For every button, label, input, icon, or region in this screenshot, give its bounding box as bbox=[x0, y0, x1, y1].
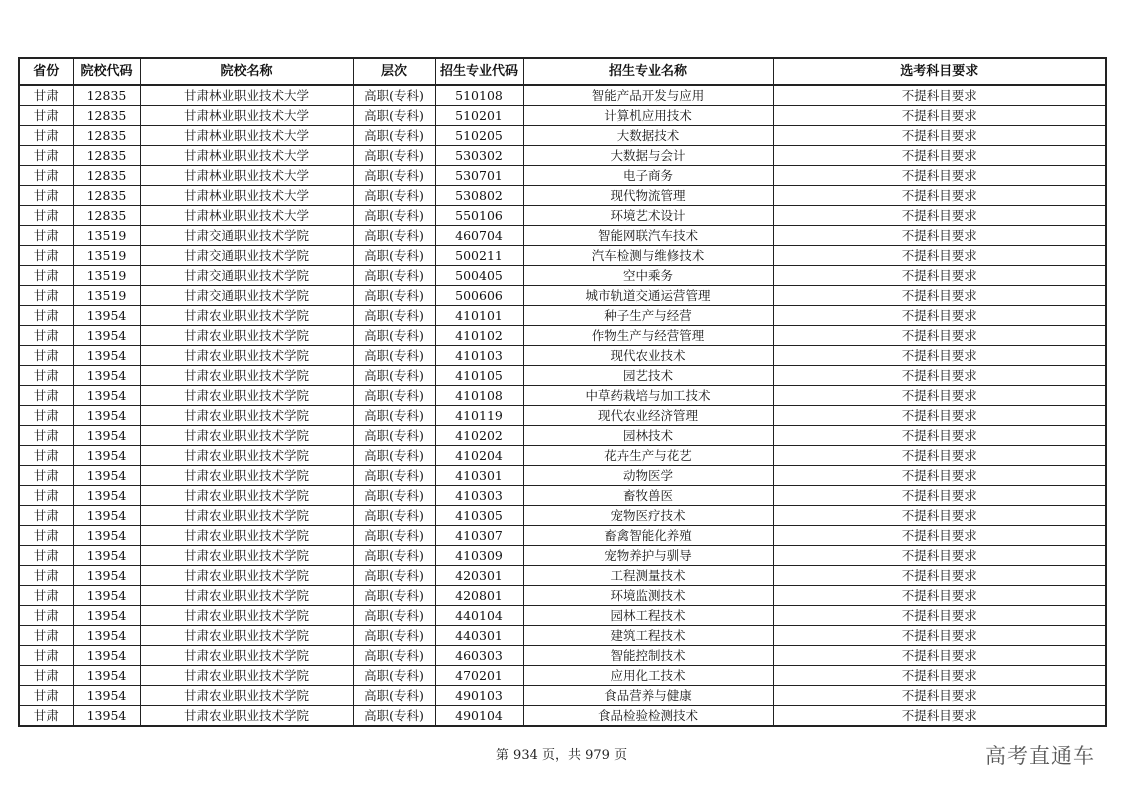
cell-level: 高职(专科) bbox=[353, 126, 435, 146]
cell-major-name: 花卉生产与花艺 bbox=[523, 446, 773, 466]
cell-subject-requirement: 不提科目要求 bbox=[773, 266, 1106, 286]
cell-school-name: 甘肃农业职业技术学院 bbox=[140, 686, 353, 706]
cell-major-code: 550106 bbox=[435, 206, 523, 226]
cell-school-name: 甘肃交通职业技术学院 bbox=[140, 266, 353, 286]
cell-major-name: 智能网联汽车技术 bbox=[523, 226, 773, 246]
header-school-name: 院校名称 bbox=[140, 58, 353, 85]
table-row bbox=[19, 606, 1106, 626]
cell-province: 甘肃 bbox=[19, 85, 73, 106]
cell-school-code: 13954 bbox=[73, 326, 140, 346]
cell-school-code: 13519 bbox=[73, 286, 140, 306]
table-row bbox=[19, 126, 1106, 146]
cell-level: 高职(专科) bbox=[353, 486, 435, 506]
cell-major-name: 电子商务 bbox=[523, 166, 773, 186]
cell-major-name: 食品检验检测技术 bbox=[523, 706, 773, 727]
cell-province: 甘肃 bbox=[19, 666, 73, 686]
cell-school-code: 13954 bbox=[73, 546, 140, 566]
cell-major-name: 园林工程技术 bbox=[523, 606, 773, 626]
cell-subject-requirement: 不提科目要求 bbox=[773, 166, 1106, 186]
header-school-code: 院校代码 bbox=[73, 58, 140, 85]
cell-major-code: 530701 bbox=[435, 166, 523, 186]
cell-level: 高职(专科) bbox=[353, 85, 435, 106]
cell-major-code: 410204 bbox=[435, 446, 523, 466]
cell-major-name: 动物医学 bbox=[523, 466, 773, 486]
cell-school-code: 13954 bbox=[73, 666, 140, 686]
cell-school-name: 甘肃林业职业技术大学 bbox=[140, 166, 353, 186]
cell-major-name: 环境艺术设计 bbox=[523, 206, 773, 226]
cell-subject-requirement: 不提科目要求 bbox=[773, 106, 1106, 126]
watermark-text: 高考直通车 bbox=[985, 744, 1095, 768]
cell-level: 高职(专科) bbox=[353, 446, 435, 466]
cell-level: 高职(专科) bbox=[353, 146, 435, 166]
cell-major-code: 410102 bbox=[435, 326, 523, 346]
table-row bbox=[19, 306, 1106, 326]
cell-school-code: 13954 bbox=[73, 466, 140, 486]
cell-school-code: 13954 bbox=[73, 446, 140, 466]
cell-school-code: 13954 bbox=[73, 406, 140, 426]
cell-school-code: 13954 bbox=[73, 566, 140, 586]
table-row bbox=[19, 226, 1106, 246]
table-header-row bbox=[19, 58, 1106, 85]
cell-subject-requirement: 不提科目要求 bbox=[773, 586, 1106, 606]
cell-subject-requirement: 不提科目要求 bbox=[773, 366, 1106, 386]
table-row bbox=[19, 426, 1106, 446]
table-row bbox=[19, 626, 1106, 646]
cell-province: 甘肃 bbox=[19, 426, 73, 446]
header-subject-requirement: 选考科目要求 bbox=[773, 58, 1106, 85]
cell-school-name: 甘肃农业职业技术学院 bbox=[140, 586, 353, 606]
cell-subject-requirement: 不提科目要求 bbox=[773, 626, 1106, 646]
cell-level: 高职(专科) bbox=[353, 466, 435, 486]
cell-school-name: 甘肃农业职业技术学院 bbox=[140, 566, 353, 586]
cell-major-code: 410101 bbox=[435, 306, 523, 326]
cell-level: 高职(专科) bbox=[353, 266, 435, 286]
cell-major-code: 410105 bbox=[435, 366, 523, 386]
cell-major-code: 530802 bbox=[435, 186, 523, 206]
cell-school-name: 甘肃农业职业技术学院 bbox=[140, 326, 353, 346]
cell-province: 甘肃 bbox=[19, 366, 73, 386]
cell-major-code: 420301 bbox=[435, 566, 523, 586]
cell-school-name: 甘肃农业职业技术学院 bbox=[140, 386, 353, 406]
cell-school-code: 12835 bbox=[73, 206, 140, 226]
cell-major-name: 中草药栽培与加工技术 bbox=[523, 386, 773, 406]
cell-major-name: 智能产品开发与应用 bbox=[523, 85, 773, 106]
cell-level: 高职(专科) bbox=[353, 166, 435, 186]
cell-major-name: 园林技术 bbox=[523, 426, 773, 446]
table-row bbox=[19, 686, 1106, 706]
cell-school-code: 13954 bbox=[73, 306, 140, 326]
cell-major-name: 作物生产与经营管理 bbox=[523, 326, 773, 346]
cell-school-name: 甘肃农业职业技术学院 bbox=[140, 526, 353, 546]
cell-school-name: 甘肃林业职业技术大学 bbox=[140, 206, 353, 226]
cell-level: 高职(专科) bbox=[353, 406, 435, 426]
cell-level: 高职(专科) bbox=[353, 286, 435, 306]
cell-province: 甘肃 bbox=[19, 126, 73, 146]
cell-major-code: 490103 bbox=[435, 686, 523, 706]
cell-school-name: 甘肃林业职业技术大学 bbox=[140, 186, 353, 206]
cell-level: 高职(专科) bbox=[353, 246, 435, 266]
cell-province: 甘肃 bbox=[19, 686, 73, 706]
cell-province: 甘肃 bbox=[19, 486, 73, 506]
cell-subject-requirement: 不提科目要求 bbox=[773, 466, 1106, 486]
cell-school-code: 13519 bbox=[73, 226, 140, 246]
cell-subject-requirement: 不提科目要求 bbox=[773, 706, 1106, 727]
table-row bbox=[19, 486, 1106, 506]
cell-school-code: 13954 bbox=[73, 346, 140, 366]
cell-level: 高职(专科) bbox=[353, 506, 435, 526]
cell-level: 高职(专科) bbox=[353, 546, 435, 566]
cell-subject-requirement: 不提科目要求 bbox=[773, 206, 1106, 226]
cell-school-name: 甘肃农业职业技术学院 bbox=[140, 666, 353, 686]
cell-major-name: 现代物流管理 bbox=[523, 186, 773, 206]
cell-major-code: 410301 bbox=[435, 466, 523, 486]
cell-major-code: 530302 bbox=[435, 146, 523, 166]
cell-school-code: 12835 bbox=[73, 186, 140, 206]
table-row bbox=[19, 646, 1106, 666]
cell-subject-requirement: 不提科目要求 bbox=[773, 386, 1106, 406]
table-row bbox=[19, 186, 1106, 206]
cell-school-name: 甘肃农业职业技术学院 bbox=[140, 606, 353, 626]
cell-school-code: 13954 bbox=[73, 646, 140, 666]
cell-school-code: 13519 bbox=[73, 246, 140, 266]
cell-province: 甘肃 bbox=[19, 386, 73, 406]
cell-major-name: 食品营养与健康 bbox=[523, 686, 773, 706]
cell-school-code: 13954 bbox=[73, 486, 140, 506]
cell-subject-requirement: 不提科目要求 bbox=[773, 566, 1106, 586]
cell-province: 甘肃 bbox=[19, 186, 73, 206]
cell-subject-requirement: 不提科目要求 bbox=[773, 606, 1106, 626]
table-row bbox=[19, 85, 1106, 106]
cell-school-name: 甘肃农业职业技术学院 bbox=[140, 446, 353, 466]
table-row bbox=[19, 506, 1106, 526]
cell-major-name: 智能控制技术 bbox=[523, 646, 773, 666]
cell-school-name: 甘肃农业职业技术学院 bbox=[140, 546, 353, 566]
table-row bbox=[19, 166, 1106, 186]
cell-level: 高职(专科) bbox=[353, 566, 435, 586]
cell-subject-requirement: 不提科目要求 bbox=[773, 326, 1106, 346]
cell-school-name: 甘肃农业职业技术学院 bbox=[140, 346, 353, 366]
cell-level: 高职(专科) bbox=[353, 346, 435, 366]
cell-level: 高职(专科) bbox=[353, 666, 435, 686]
cell-subject-requirement: 不提科目要求 bbox=[773, 666, 1106, 686]
table-row bbox=[19, 706, 1106, 727]
cell-school-code: 13954 bbox=[73, 706, 140, 727]
cell-major-name: 畜牧兽医 bbox=[523, 486, 773, 506]
cell-level: 高职(专科) bbox=[353, 366, 435, 386]
cell-major-code: 500405 bbox=[435, 266, 523, 286]
table-row bbox=[19, 326, 1106, 346]
cell-school-name: 甘肃农业职业技术学院 bbox=[140, 426, 353, 446]
enrollment-table bbox=[18, 57, 1107, 727]
cell-major-code: 500606 bbox=[435, 286, 523, 306]
cell-province: 甘肃 bbox=[19, 226, 73, 246]
table-row bbox=[19, 366, 1106, 386]
cell-subject-requirement: 不提科目要求 bbox=[773, 306, 1106, 326]
table-row bbox=[19, 546, 1106, 566]
cell-level: 高职(专科) bbox=[353, 646, 435, 666]
cell-province: 甘肃 bbox=[19, 546, 73, 566]
cell-major-code: 410103 bbox=[435, 346, 523, 366]
cell-school-code: 13519 bbox=[73, 266, 140, 286]
cell-school-code: 13954 bbox=[73, 386, 140, 406]
cell-major-code: 410305 bbox=[435, 506, 523, 526]
cell-major-code: 410307 bbox=[435, 526, 523, 546]
cell-school-name: 甘肃林业职业技术大学 bbox=[140, 106, 353, 126]
cell-school-code: 12835 bbox=[73, 166, 140, 186]
cell-major-code: 460303 bbox=[435, 646, 523, 666]
cell-province: 甘肃 bbox=[19, 566, 73, 586]
cell-province: 甘肃 bbox=[19, 466, 73, 486]
cell-province: 甘肃 bbox=[19, 506, 73, 526]
cell-subject-requirement: 不提科目要求 bbox=[773, 186, 1106, 206]
cell-school-name: 甘肃林业职业技术大学 bbox=[140, 146, 353, 166]
cell-major-name: 种子生产与经营 bbox=[523, 306, 773, 326]
cell-province: 甘肃 bbox=[19, 646, 73, 666]
cell-province: 甘肃 bbox=[19, 626, 73, 646]
cell-subject-requirement: 不提科目要求 bbox=[773, 446, 1106, 466]
cell-level: 高职(专科) bbox=[353, 106, 435, 126]
cell-school-code: 13954 bbox=[73, 586, 140, 606]
table-row bbox=[19, 566, 1106, 586]
cell-school-code: 13954 bbox=[73, 606, 140, 626]
cell-school-code: 12835 bbox=[73, 146, 140, 166]
cell-major-name: 宠物养护与驯导 bbox=[523, 546, 773, 566]
cell-subject-requirement: 不提科目要求 bbox=[773, 126, 1106, 146]
cell-subject-requirement: 不提科目要求 bbox=[773, 686, 1106, 706]
cell-school-name: 甘肃林业职业技术大学 bbox=[140, 85, 353, 106]
table-row bbox=[19, 446, 1106, 466]
cell-major-name: 园艺技术 bbox=[523, 366, 773, 386]
table-row bbox=[19, 206, 1106, 226]
cell-school-name: 甘肃农业职业技术学院 bbox=[140, 466, 353, 486]
cell-major-name: 城市轨道交通运营管理 bbox=[523, 286, 773, 306]
table-row bbox=[19, 526, 1106, 546]
cell-major-code: 470201 bbox=[435, 666, 523, 686]
cell-school-name: 甘肃农业职业技术学院 bbox=[140, 646, 353, 666]
table-body bbox=[19, 85, 1106, 726]
cell-major-name: 现代农业经济管理 bbox=[523, 406, 773, 426]
cell-subject-requirement: 不提科目要求 bbox=[773, 426, 1106, 446]
cell-province: 甘肃 bbox=[19, 206, 73, 226]
cell-major-name: 环境监测技术 bbox=[523, 586, 773, 606]
cell-level: 高职(专科) bbox=[353, 686, 435, 706]
cell-level: 高职(专科) bbox=[353, 426, 435, 446]
cell-school-code: 13954 bbox=[73, 426, 140, 446]
cell-major-name: 应用化工技术 bbox=[523, 666, 773, 686]
cell-subject-requirement: 不提科目要求 bbox=[773, 85, 1106, 106]
cell-level: 高职(专科) bbox=[353, 526, 435, 546]
cell-level: 高职(专科) bbox=[353, 326, 435, 346]
cell-major-code: 410108 bbox=[435, 386, 523, 406]
cell-school-name: 甘肃农业职业技术学院 bbox=[140, 506, 353, 526]
cell-province: 甘肃 bbox=[19, 346, 73, 366]
cell-level: 高职(专科) bbox=[353, 206, 435, 226]
cell-school-name: 甘肃交通职业技术学院 bbox=[140, 286, 353, 306]
cell-school-name: 甘肃农业职业技术学院 bbox=[140, 406, 353, 426]
cell-subject-requirement: 不提科目要求 bbox=[773, 486, 1106, 506]
cell-major-code: 440104 bbox=[435, 606, 523, 626]
cell-school-name: 甘肃农业职业技术学院 bbox=[140, 306, 353, 326]
cell-level: 高职(专科) bbox=[353, 606, 435, 626]
cell-province: 甘肃 bbox=[19, 406, 73, 426]
cell-subject-requirement: 不提科目要求 bbox=[773, 546, 1106, 566]
cell-province: 甘肃 bbox=[19, 706, 73, 727]
cell-province: 甘肃 bbox=[19, 306, 73, 326]
table-row bbox=[19, 346, 1106, 366]
cell-major-name: 现代农业技术 bbox=[523, 346, 773, 366]
cell-major-code: 440301 bbox=[435, 626, 523, 646]
table-row bbox=[19, 146, 1106, 166]
cell-major-name: 畜禽智能化养殖 bbox=[523, 526, 773, 546]
cell-major-name: 宠物医疗技术 bbox=[523, 506, 773, 526]
cell-province: 甘肃 bbox=[19, 266, 73, 286]
cell-school-name: 甘肃交通职业技术学院 bbox=[140, 246, 353, 266]
cell-major-code: 420801 bbox=[435, 586, 523, 606]
cell-major-code: 410303 bbox=[435, 486, 523, 506]
cell-province: 甘肃 bbox=[19, 606, 73, 626]
table-row bbox=[19, 466, 1106, 486]
cell-province: 甘肃 bbox=[19, 246, 73, 266]
cell-major-code: 510205 bbox=[435, 126, 523, 146]
cell-school-code: 13954 bbox=[73, 686, 140, 706]
cell-level: 高职(专科) bbox=[353, 386, 435, 406]
cell-subject-requirement: 不提科目要求 bbox=[773, 526, 1106, 546]
table-row bbox=[19, 266, 1106, 286]
cell-subject-requirement: 不提科目要求 bbox=[773, 646, 1106, 666]
table-row bbox=[19, 666, 1106, 686]
cell-school-name: 甘肃林业职业技术大学 bbox=[140, 126, 353, 146]
cell-major-code: 410202 bbox=[435, 426, 523, 446]
table-row bbox=[19, 106, 1106, 126]
table-row bbox=[19, 246, 1106, 266]
header-province: 省份 bbox=[19, 58, 73, 85]
enrollment-table-container bbox=[18, 57, 1105, 727]
cell-major-code: 510108 bbox=[435, 85, 523, 106]
cell-school-name: 甘肃农业职业技术学院 bbox=[140, 626, 353, 646]
header-major-code: 招生专业代码 bbox=[435, 58, 523, 85]
table-row bbox=[19, 386, 1106, 406]
cell-level: 高职(专科) bbox=[353, 306, 435, 326]
cell-school-code: 13954 bbox=[73, 506, 140, 526]
cell-subject-requirement: 不提科目要求 bbox=[773, 406, 1106, 426]
cell-school-name: 甘肃农业职业技术学院 bbox=[140, 486, 353, 506]
cell-province: 甘肃 bbox=[19, 446, 73, 466]
cell-province: 甘肃 bbox=[19, 586, 73, 606]
page-number bbox=[0, 744, 1123, 763]
cell-major-code: 500211 bbox=[435, 246, 523, 266]
table-row bbox=[19, 286, 1106, 306]
cell-school-code: 12835 bbox=[73, 106, 140, 126]
cell-major-code: 490104 bbox=[435, 706, 523, 727]
cell-subject-requirement: 不提科目要求 bbox=[773, 146, 1106, 166]
cell-major-name: 汽车检测与维修技术 bbox=[523, 246, 773, 266]
cell-province: 甘肃 bbox=[19, 166, 73, 186]
table-row bbox=[19, 406, 1106, 426]
cell-major-name: 大数据与会计 bbox=[523, 146, 773, 166]
cell-school-code: 12835 bbox=[73, 85, 140, 106]
cell-subject-requirement: 不提科目要求 bbox=[773, 506, 1106, 526]
table-row bbox=[19, 586, 1106, 606]
cell-major-name: 计算机应用技术 bbox=[523, 106, 773, 126]
cell-level: 高职(专科) bbox=[353, 186, 435, 206]
cell-province: 甘肃 bbox=[19, 286, 73, 306]
cell-major-code: 410309 bbox=[435, 546, 523, 566]
cell-level: 高职(专科) bbox=[353, 226, 435, 246]
cell-subject-requirement: 不提科目要求 bbox=[773, 286, 1106, 306]
cell-subject-requirement: 不提科目要求 bbox=[773, 346, 1106, 366]
cell-province: 甘肃 bbox=[19, 526, 73, 546]
cell-level: 高职(专科) bbox=[353, 586, 435, 606]
cell-school-code: 13954 bbox=[73, 626, 140, 646]
cell-major-code: 460704 bbox=[435, 226, 523, 246]
cell-level: 高职(专科) bbox=[353, 706, 435, 727]
cell-school-name: 甘肃交通职业技术学院 bbox=[140, 226, 353, 246]
cell-school-code: 12835 bbox=[73, 126, 140, 146]
cell-major-name: 建筑工程技术 bbox=[523, 626, 773, 646]
cell-major-code: 510201 bbox=[435, 106, 523, 126]
cell-province: 甘肃 bbox=[19, 146, 73, 166]
header-level: 层次 bbox=[353, 58, 435, 85]
cell-province: 甘肃 bbox=[19, 326, 73, 346]
cell-subject-requirement: 不提科目要求 bbox=[773, 246, 1106, 266]
cell-major-name: 大数据技术 bbox=[523, 126, 773, 146]
cell-major-name: 工程测量技术 bbox=[523, 566, 773, 586]
cell-school-code: 13954 bbox=[73, 366, 140, 386]
page-number-text: 第 934 页，共 979 页 bbox=[495, 748, 628, 763]
cell-subject-requirement: 不提科目要求 bbox=[773, 226, 1106, 246]
cell-school-code: 13954 bbox=[73, 526, 140, 546]
cell-school-name: 甘肃农业职业技术学院 bbox=[140, 366, 353, 386]
cell-province: 甘肃 bbox=[19, 106, 73, 126]
header-major-name: 招生专业名称 bbox=[523, 58, 773, 85]
cell-level: 高职(专科) bbox=[353, 626, 435, 646]
cell-school-name: 甘肃农业职业技术学院 bbox=[140, 706, 353, 727]
cell-major-code: 410119 bbox=[435, 406, 523, 426]
cell-major-name: 空中乘务 bbox=[523, 266, 773, 286]
